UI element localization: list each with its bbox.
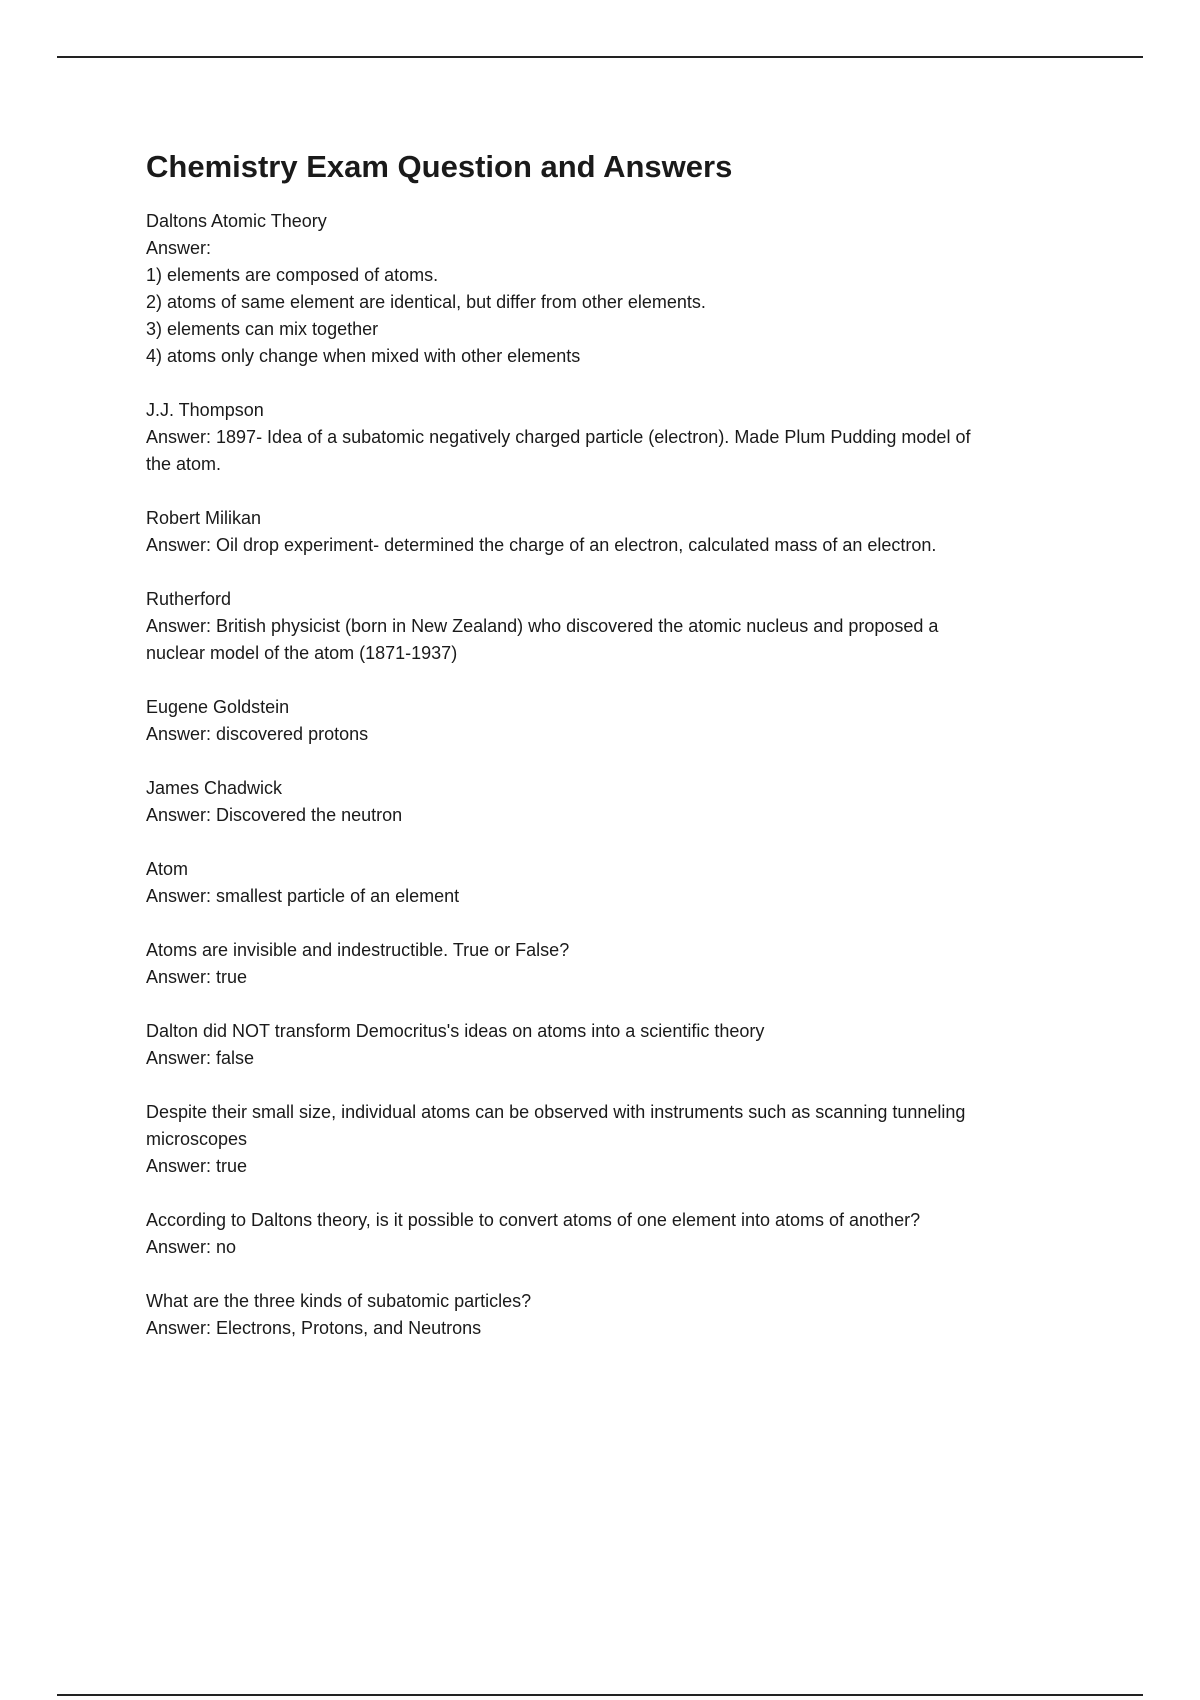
qa-item [146, 505, 1086, 559]
answer-text: nuclear model of the atom (1871-1937) [146, 643, 458, 663]
question-text: Robert Milikan [146, 508, 262, 528]
qa-item [146, 856, 1086, 910]
answer-text: Answer: false [146, 1048, 255, 1068]
qa-list [146, 208, 1086, 1342]
answer-text: Answer: Discovered the neutron [146, 805, 403, 825]
answer-text: 3) elements can mix together [146, 319, 379, 339]
answer-text: 1) elements are composed of atoms. [146, 265, 439, 285]
qa-item [146, 1288, 1086, 1342]
answer-text: Answer: British physicist (born in New Zealand) who discovered the atomic nucleus and proposed a [146, 616, 939, 636]
question-text: Dalton did NOT transform Democritus's ideas on atoms into a scientific theory [146, 1021, 765, 1041]
question-text: According to Daltons theory, is it possible to convert atoms of one element into atoms of another? [146, 1210, 921, 1230]
answer-text: Answer: no [146, 1237, 237, 1257]
answer-text: Answer: Oil drop experiment- determined the charge of an electron, calculated mass of an electron. [146, 535, 937, 555]
qa-item [146, 1018, 1086, 1072]
question-text: Despite their small size, individual atoms can be observed with instruments such as scanning tunneling [146, 1102, 966, 1122]
answer-text: Answer: true [146, 967, 248, 987]
question-text: J.J. Thompson [146, 400, 264, 420]
qa-item [146, 397, 1086, 478]
question-text: Atoms are invisible and indestructible. True or False? [146, 940, 570, 960]
answer-text: Answer: true [146, 1156, 248, 1176]
answer-text: Answer: [146, 238, 212, 258]
qa-item [146, 586, 1086, 667]
question-text: What are the three kinds of subatomic particles? [146, 1291, 532, 1311]
question-text: James Chadwick [146, 778, 283, 798]
answer-text: 4) atoms only change when mixed with other elements [146, 346, 581, 366]
answer-text: Answer: 1897- Idea of a subatomic negatively charged particle (electron). Made Plum Pudding model of [146, 427, 971, 447]
document-body [146, 147, 1086, 1369]
qa-item [146, 1099, 1086, 1180]
answer-text: microscopes [146, 1129, 248, 1149]
qa-item [146, 694, 1086, 748]
document-title: Chemistry Exam Question and Answers [146, 149, 733, 184]
question-text: Daltons Atomic Theory [146, 211, 327, 231]
qa-item [146, 937, 1086, 991]
header-rule [57, 56, 1143, 58]
answer-text: Answer: smallest particle of an element [146, 886, 460, 906]
answer-text: the atom. [146, 454, 222, 474]
qa-item [146, 1207, 1086, 1261]
answer-text: Answer: discovered protons [146, 724, 369, 744]
question-text: Rutherford [146, 589, 232, 609]
question-text: Eugene Goldstein [146, 697, 290, 717]
answer-text: 2) atoms of same element are identical, but differ from other elements. [146, 292, 706, 312]
qa-item [146, 775, 1086, 829]
question-text: Atom [146, 859, 189, 879]
footer-rule [57, 1694, 1143, 1696]
answer-text: Answer: Electrons, Protons, and Neutrons [146, 1318, 482, 1338]
qa-item [146, 208, 1086, 370]
